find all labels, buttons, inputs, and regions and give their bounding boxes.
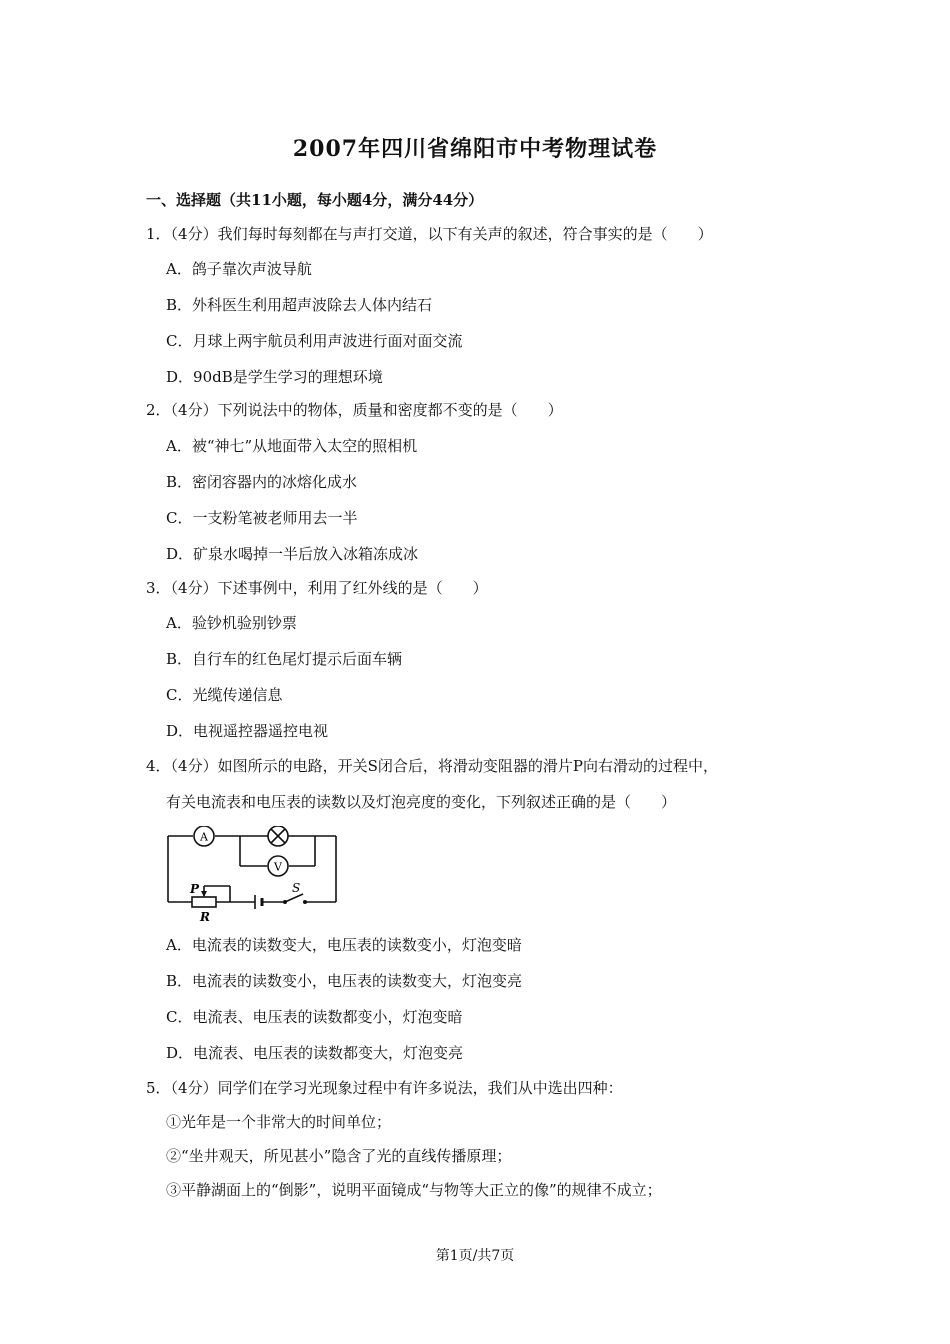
question-4-option-d: D．电流表、电压表的读数都变大，灯泡变亮 bbox=[166, 1044, 464, 1062]
question-1-option-b: B．外科医生利用超声波除去人体内结石 bbox=[166, 296, 433, 314]
slider-label: P bbox=[190, 882, 200, 896]
rheostat-symbol bbox=[192, 897, 216, 907]
question-3-stem: 3．（4分）下述事例中，利用了红外线的是（ ） bbox=[146, 579, 488, 597]
section-heading: 一、选择题（共11小题，每小题4分，满分44分） bbox=[146, 191, 484, 209]
question-2-option-c: C．一支粉笔被老师用去一半 bbox=[166, 509, 358, 527]
switch-label: S bbox=[292, 881, 301, 895]
question-2-option-a: A．被“神七”从地面带入太空的照相机 bbox=[166, 437, 418, 455]
page-footer: 第1页/共7页 bbox=[435, 1248, 515, 1264]
question-5-stem: 5．（4分）同学们在学习光现象过程中有许多说法，我们从中选出四种： bbox=[146, 1079, 623, 1097]
question-1-option-c: C．月球上两宇航员利用声波进行面对面交流 bbox=[166, 332, 463, 350]
ammeter-label: A bbox=[200, 830, 208, 844]
question-4-stem-line-2: 有关电流表和电压表的读数以及灯泡亮度的变化，下列叙述正确的是（ ） bbox=[166, 793, 677, 811]
page-title: 2007年四川省绵阳市中考物理试卷 bbox=[292, 136, 658, 162]
question-3-option-d: D．电视遥控器遥控电视 bbox=[166, 722, 329, 740]
question-4-option-a: A．电流表的读数变大，电压表的读数变小，灯泡变暗 bbox=[166, 936, 522, 954]
question-3-option-a: A．验钞机验别钞票 bbox=[166, 614, 297, 632]
question-2-stem: 2．（4分）下列说法中的物体，质量和密度都不变的是（ ） bbox=[146, 401, 563, 419]
question-4-option-b: B．电流表的读数变小，电压表的读数变大，灯泡变亮 bbox=[166, 972, 523, 990]
question-5-statement-2: ②“坐井观天，所见甚小”隐含了光的直线传播原理； bbox=[166, 1147, 512, 1165]
question-4-option-c: C．电流表、电压表的读数都变小，灯泡变暗 bbox=[166, 1008, 463, 1026]
question-2-option-b: B．密闭容器内的冰熔化成水 bbox=[166, 473, 358, 491]
slider-arrow bbox=[201, 891, 207, 897]
question-1-option-a: A．鸽子靠次声波导航 bbox=[166, 260, 312, 278]
question-1-stem: 1．（4分）我们每时每刻都在与声打交道，以下有关声的叙述，符合事实的是（ ） bbox=[146, 225, 713, 243]
question-2-option-d: D．矿泉水喝掉一半后放入冰箱冻成冰 bbox=[166, 545, 419, 563]
question-1-option-d: D．90dB是学生学习的理想环境 bbox=[166, 368, 383, 386]
resistor-label: R bbox=[200, 910, 210, 924]
circuit-diagram bbox=[160, 826, 345, 926]
question-5-statement-3: ③平静湖面上的“倒影”，说明平面镜成“与物等大正立的像”的规律不成立； bbox=[166, 1181, 662, 1199]
question-4-stem-line-1: 4．（4分）如图所示的电路，开关S闭合后，将滑动变阻器的滑片P向右滑动的过程中， bbox=[146, 757, 718, 775]
question-3-option-c: C．光缆传递信息 bbox=[166, 686, 283, 704]
voltmeter-label: V bbox=[274, 860, 282, 874]
question-5-statement-1: ①光年是一个非常大的时间单位； bbox=[166, 1113, 392, 1131]
question-3-option-b: B．自行车的红色尾灯提示后面车辆 bbox=[166, 650, 403, 668]
